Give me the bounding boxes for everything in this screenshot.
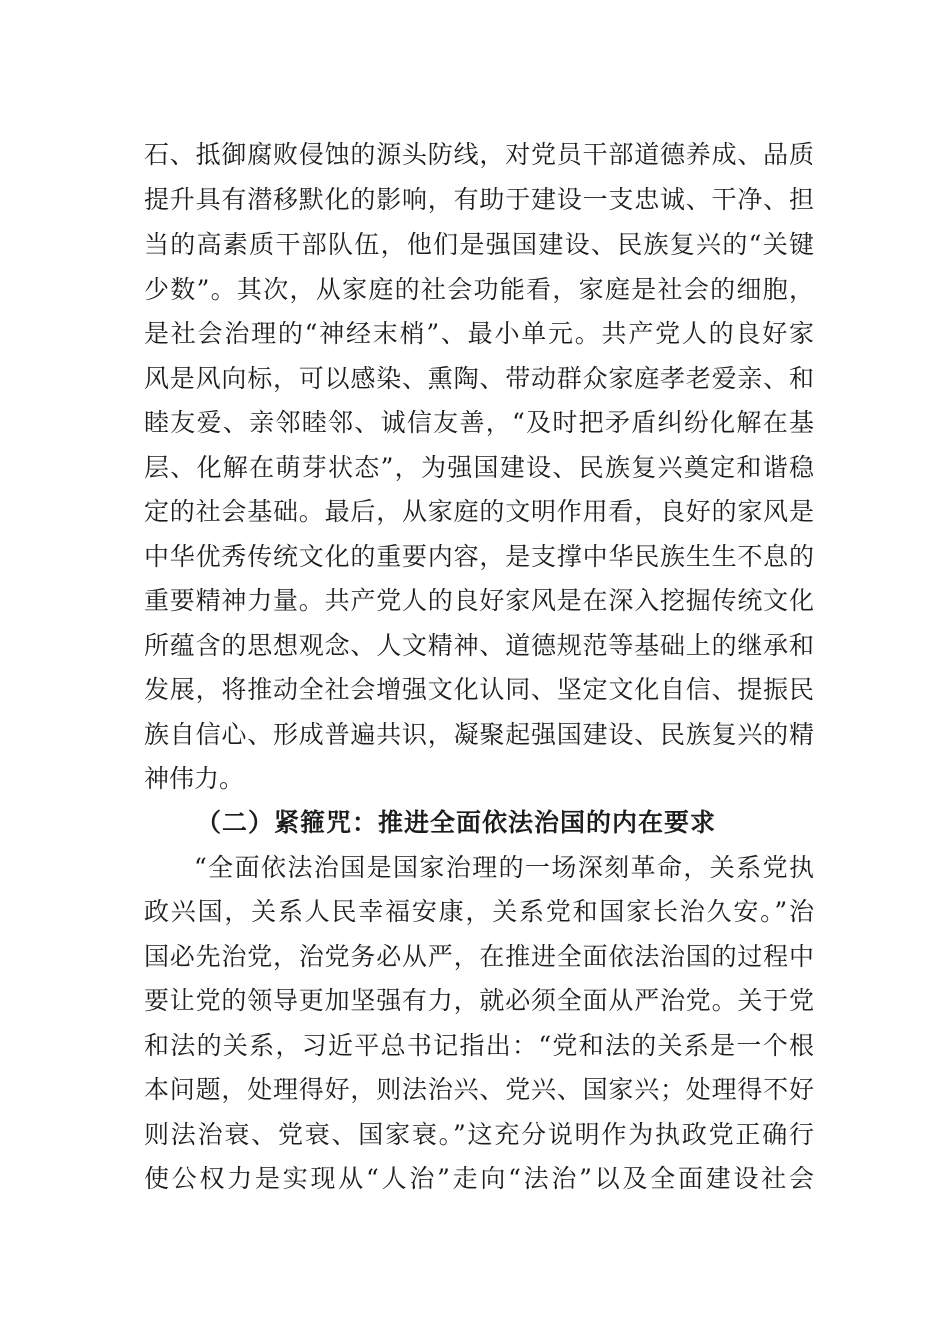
text-line: 石、抵御腐败侵蚀的源头防线，对党员干部道德养成、品质	[144, 140, 814, 169]
text-line: 提升具有潜移默化的影响，有助于建设一支忠诚、干净、担	[144, 185, 814, 214]
text-line: “全面依法治国是国家治理的一场深刻革命，关系党执	[194, 853, 814, 882]
section-heading: （二）紧箍咒：推进全面依法治国的内在要求	[196, 808, 717, 837]
text-line: 政兴国，关系人民幸福安康，关系党和国家长治久安。”治	[144, 897, 814, 926]
text-line: 使公权力是实现从“人治”走向“法治”以及全面建设社会	[144, 1164, 814, 1193]
text-line: 本问题，处理得好，则法治兴、党兴、国家兴；处理得不好	[144, 1075, 814, 1104]
text-line: 神伟力。	[144, 764, 245, 793]
text-line: 要让党的领导更加坚强有力，就必须全面从严治党。关于党	[144, 986, 814, 1015]
text-line: 层、化解在萌芽状态”，为强国建设、民族复兴奠定和谐稳	[144, 453, 814, 482]
text-line: 所蕴含的思想观念、人文精神、道德规范等基础上的继承和	[144, 631, 814, 660]
text-line: 中华优秀传统文化的重要内容，是支撑中华民族生生不息的	[144, 542, 814, 571]
text-line: 当的高素质干部队伍，他们是强国建设、民族复兴的“关键	[144, 230, 814, 259]
text-line: 和法的关系，习近平总书记指出：“党和法的关系是一个根	[144, 1031, 814, 1060]
text-line: 则法治衰、党衰、国家衰。”这充分说明作为执政党正确行	[144, 1120, 814, 1149]
text-line: 国必先治党，治党务必从严，在推进全面依法治国的过程中	[144, 942, 814, 971]
text-line: 发展，将推动全社会增强文化认同、坚定文化自信、提振民	[144, 675, 814, 704]
text-line: 定的社会基础。最后，从家庭的文明作用看，良好的家风是	[144, 497, 814, 526]
text-line: 族自信心、形成普遍共识，凝聚起强国建设、民族复兴的精	[144, 720, 814, 749]
text-line: 少数”。其次，从家庭的社会功能看，家庭是社会的细胞，	[144, 275, 814, 304]
text-line: 重要精神力量。共产党人的良好家风是在深入挖掘传统文化	[144, 586, 814, 615]
text-line: 睦友爱、亲邻睦邻、诚信友善，“及时把矛盾纠纷化解在基	[144, 408, 814, 437]
text-line: 风是风向标，可以感染、熏陶、带动群众家庭孝老爱亲、和	[144, 364, 814, 393]
text-line: 是社会治理的“神经末梢”、最小单元。共产党人的良好家	[144, 319, 814, 348]
